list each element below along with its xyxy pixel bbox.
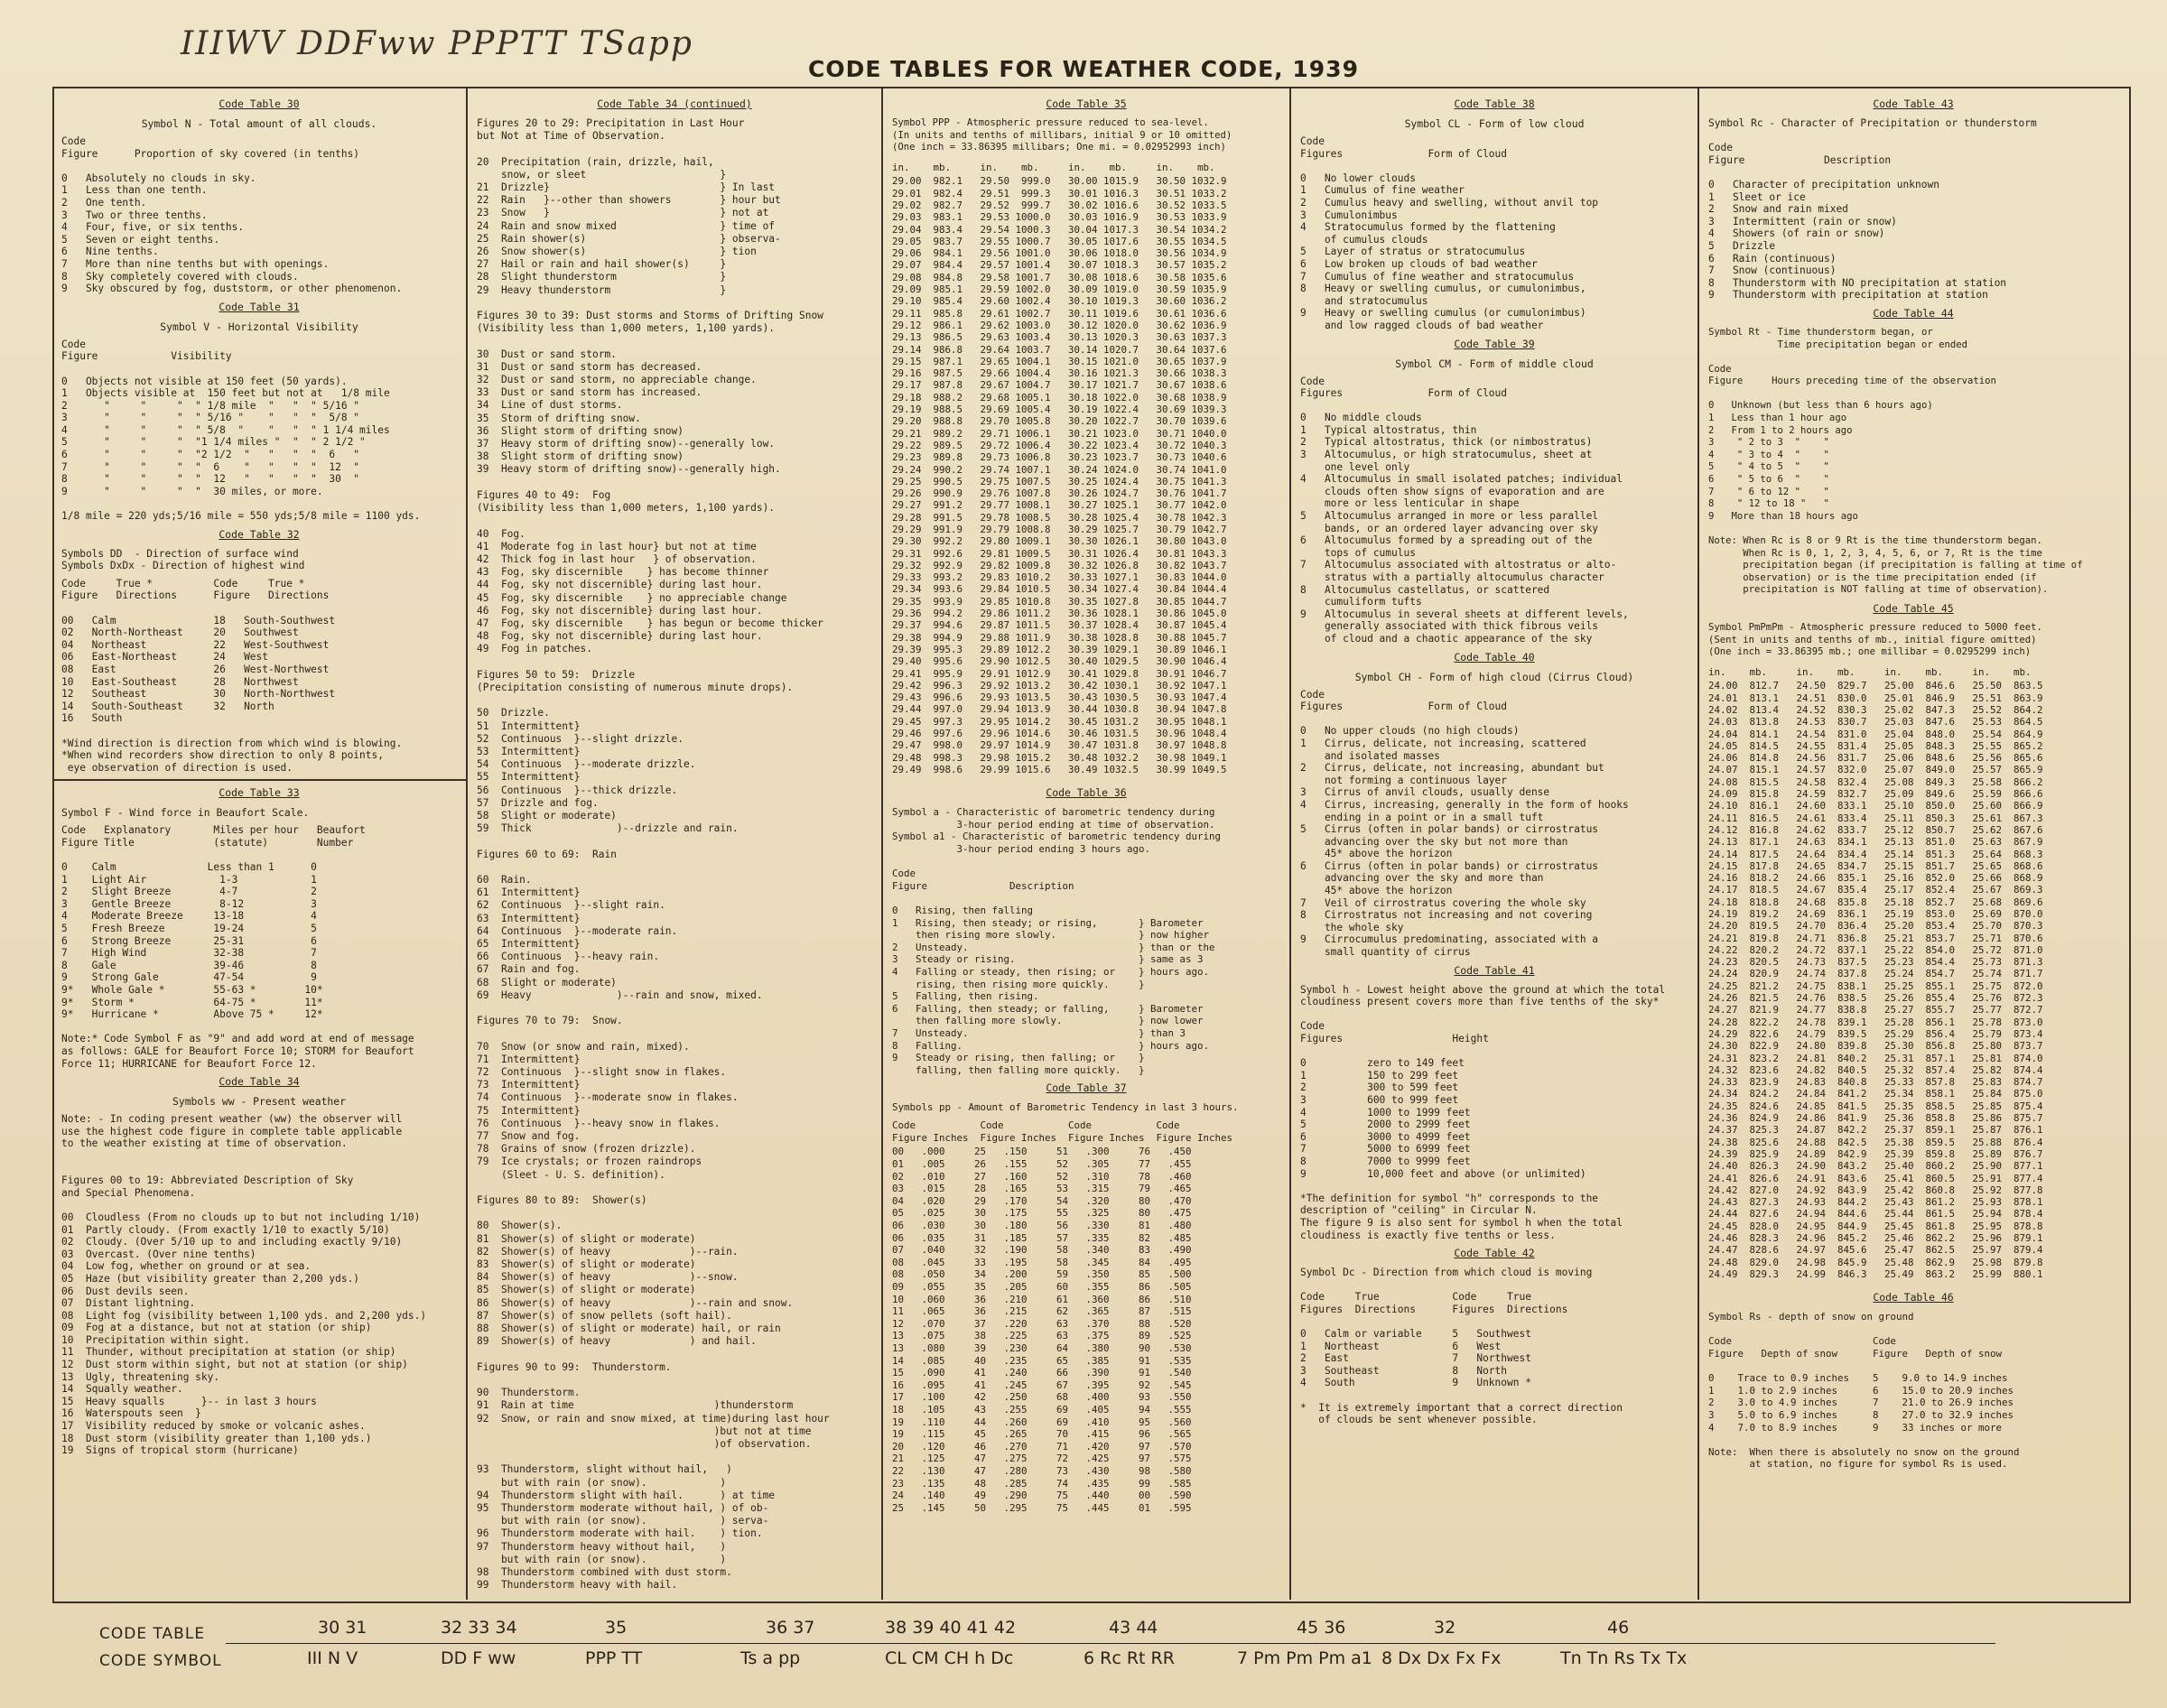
table-row: 29.16 987.5 29.66 1004.4 30.16 1021.3 30.66 1038.3	[892, 367, 1227, 380]
table-row: 24.48 829.0 24.98 845.9 25.48 862.9 25.98 879.8	[1708, 1256, 2043, 1268]
footer-symbol: 6 Rc Rt RR	[1084, 1648, 1175, 1668]
code-table-35-rows	[892, 175, 1280, 781]
code-table-31-body: Code Figure Visibility 0 Objects not visible at 150 feet (50 yards). 1 Objects visible at 150 feet but not at 1/8 mile 2 " " " " 1/8 mile " " " 5/16 " 3 " " " " 5/16 " " " " 5/8 " 4 " " " " 5/8 " " " " 1 1/4 miles 5 " " " "1 1/4 miles " " " 2 1/2 " 6 " " " "2 1/2 " " " " 6 " 7 " " " " 6 " " " " 12 " 8 " " " " 12 " " " " 30 " 9 " " " " 30 miles, or more. 1/8 mile = 220 yds;5/16 mile = 550 yds;5/8 mile = 1100 yds.	[61, 338, 421, 523]
table-row: 29.09 985.1 29.59 1002.0 30.09 1019.0 30.59 1035.9	[892, 283, 1227, 296]
footer-symbol: CL CM CH h Dc	[885, 1648, 1014, 1668]
table-row: 24.04 814.1 24.54 831.0 25.04 848.0 25.54 864.9	[1708, 728, 2043, 740]
divider	[52, 779, 466, 781]
page-title: CODE TABLES FOR WEATHER CODE, 1939	[808, 56, 1359, 82]
footer-table-number: 43 44	[1109, 1618, 1158, 1638]
code-table-33-body: Code Explanatory Miles per hour Beaufort Figure Title (statute) Number 0 Calm Less than 1 0 1 Light Air 1-3 1 2 Slight Breeze 4-7 2 3 Gentle Breeze 8-12 3 4 Moderate Breeze 13-18 4 5 Fresh Breeze 19-24 5 6 Strong Breeze 25-31 6 7 High Wind 32-38 7 8 Gale 39-46 8 9 Strong Gale 47-54 9 9* Whole Gale * 55-63 * 10* 9* Storm * 64-75 * 11* 9* Hurricane * Above 75 * 12* Note:* Code Symbol F as "9" and add word at end of message as follows: GALE for Beaufort Force 10; STORM for Beaufort Force 11; HURRICANE for Beaufort Force 12.	[61, 824, 414, 1070]
table-row: 24.35 824.6 24.85 841.5 25.35 858.5 25.85 875.4	[1708, 1100, 2043, 1112]
table-row: 29.11 985.8 29.61 1002.7 30.11 1019.6 30.61 1036.6	[892, 307, 1227, 320]
table-row: 24.14 817.5 24.64 834.4 25.14 851.3 25.64 868.3	[1708, 848, 2043, 860]
code-table-36-body: Symbol a - Characteristic of barometric tendency during 3-hour period ending at time of observation. Symbol a1 - Characteristic of barometric tendency during 3-hour period ending 3 hours ago. Code Figure Description 0 Rising, then falling 1 Rising, then steady; or rising, } Barometer then rising more slowly. } now higher 2 Unsteady. } than or the 3 Steady or rising. } same as 3 4 Falling or steady, then rising; or } hours ago. rising, then rising more quickly. } 5 Falling, then rising. 6 Falling, then steady; or falling, } Barometer then falling more slowly. } now lower 7 Unsteady. } than 3 8 Falling. } hours ago. 9 Steady or rising, then falling; or } falling, then falling more quickly. }	[892, 806, 1222, 1076]
table-row: 25 .145 50 .295 75 .445 01 .595	[892, 1501, 1192, 1514]
table-row: 24.18 818.8 24.68 835.8 25.18 852.7 25.68 869.6	[1708, 896, 2043, 908]
table-row: 29.42 996.3 29.92 1013.2 30.42 1030.1 30.92 1047.1	[892, 679, 1227, 692]
code-table-40-body: Code Figures Form of Cloud 0 No upper clouds (no high clouds) 1 Cirrus, delicate, not increasing, scattered and isolated masses 2 Cirrus, delicate, not increasing, abundant but not forming a continuous layer 3 Cirrus of anvil clouds, usually dense 4 Cirrus, increasing, generally in the form of hooks ending in a point or in a small tuft 5 Cirrus (often in polar bands) or cirrostratus advancing over the sky but not more than 45* above the horizon 6 Cirrus (often in polar bands) or cirrostratus advancing over the sky and more than 45* above the horizon 7 Veil of cirrostratus covering the whole sky 8 Cirrostratus not increasing and not covering the whole sky 9 Cirrocumulus predominating, associated with a small quantity of cirrus	[1300, 688, 1629, 959]
table-row: 29.08 984.8 29.58 1001.7 30.08 1018.6 30.58 1035.6	[892, 271, 1227, 283]
footer-rule	[226, 1643, 1995, 1644]
code-table-30-symbol: Symbol N - Total amount of all clouds.	[141, 117, 377, 130]
column-3	[881, 87, 1289, 1600]
column-2	[466, 87, 881, 1600]
code-table-34-continued-title: Code Table 34 (continued)	[597, 97, 752, 110]
table-row: 29.49 998.6 29.99 1015.6 30.49 1032.5 30.99 1049.5	[892, 763, 1227, 775]
code-table-38-symbol: Symbol CL - Form of low cloud	[1404, 117, 1585, 130]
table-row: 12 .070 37 .220 63 .370 88 .520	[892, 1317, 1192, 1330]
table-row: 24.38 825.6 24.88 842.5 25.38 859.5 25.88 876.4	[1708, 1136, 2043, 1148]
code-table-38-body: Code Figures Form of Cloud 0 No lower clouds 1 Cumulus of fine weather 2 Cumulus heavy and swelling, without anvil top 3 Cumulonimbus 4 Stratocumulus formed by the flattening of cumulus clouds 5 Layer of stratus or stratocumulus 6 Low broken up clouds of bad weather 7 Cumulus of fine weather and stratocumulus 8 Heavy or swelling cumulus, or cumulonimbus, and stratocumulus 9 Heavy or swelling cumulus (or cumulonimbus) and low ragged clouds of bad weather	[1300, 135, 1599, 331]
footer-key	[90, 1616, 2077, 1706]
table-row: 24.20 819.5 24.70 836.4 25.20 853.4 25.70 870.3	[1708, 920, 2043, 933]
table-row: 29.14 986.8 29.64 1003.7 30.14 1020.7 30.64 1037.6	[892, 343, 1227, 356]
table-row: 24.32 823.6 24.82 840.5 25.32 857.4 25.82 874.4	[1708, 1063, 2043, 1076]
table-row: 08 .045 33 .195 58 .345 84 .495	[892, 1256, 1192, 1268]
footer-symbol: PPP TT	[585, 1648, 643, 1668]
table-row: 29.20 988.8 29.70 1005.8 30.20 1022.7 30.70 1039.6	[892, 415, 1227, 428]
code-table-42-body: Symbol Dc - Direction from which cloud is moving Code True Code True Figures Directions Figures Directions 0 Calm or variable 5 Southwest 1 Northeast 6 West 2 East 7 Northwest 3 Southeast 8 North 4 South 9 Unknown * * It is extremely important that a correct direction of clouds be sent whenever possible.	[1300, 1267, 1623, 1426]
table-row: 29.25 990.5 29.75 1007.5 30.25 1024.4 30.75 1041.3	[892, 475, 1227, 487]
table-row: 29.38 994.9 29.88 1011.9 30.38 1028.8 30.88 1045.7	[892, 631, 1227, 644]
table-row: 07 .040 32 .190 58 .340 83 .490	[892, 1244, 1192, 1257]
table-row: 14 .085 40 .235 65 .385 91 .535	[892, 1354, 1192, 1367]
table-row: 29.32 992.9 29.82 1009.8 30.32 1026.8 30.82 1043.7	[892, 559, 1227, 571]
table-row: 29.31 992.6 29.81 1009.5 30.31 1026.4 30.81 1043.3	[892, 547, 1227, 560]
table-row: 11 .065 36 .215 62 .365 87 .515	[892, 1305, 1192, 1318]
table-row: 01 .005 26 .155 52 .305 77 .455	[892, 1158, 1192, 1171]
footer-symbol: DD F ww	[441, 1648, 516, 1668]
table-row: 29.05 983.7 29.55 1000.7 30.05 1017.6 30.55 1034.5	[892, 235, 1227, 247]
table-row: 24.22 820.2 24.72 837.1 25.22 854.0 25.72 871.0	[1708, 943, 2043, 956]
table-row: 29.01 982.4 29.51 999.3 30.01 1016.3 30.51 1033.2	[892, 187, 1227, 200]
code-table-46-body: Symbol Rs - depth of snow on ground Code Code Figure Depth of snow Figure Depth of snow 0 Trace to 0.9 inches 5 9.0 to 14.9 inches 1 1.0 to 2.9 inches 6 15.0 to 20.9 inches 2 3.0 to 4.9 inches 7 21.0 to 26.9 inches 3 5.0 to 6.9 inches 8 27.0 to 32.9 inches 4 7.0 to 8.9 inches 9 33 inches or more Note: When there is absolutely no snow on the ground at station, no figure for symbol Rs is used.	[1708, 1311, 2020, 1471]
table-row: 24.19 819.2 24.69 836.1 25.19 853.0 25.69 870.0	[1708, 907, 2043, 920]
table-row: 29.03 983.1 29.53 1000.0 30.03 1016.9 30.53 1033.9	[892, 211, 1227, 224]
table-row: 24.17 818.5 24.67 835.4 25.17 852.4 25.67 869.3	[1708, 884, 2043, 896]
footer-table-number: 30 31	[318, 1618, 367, 1638]
table-row: 13 .075 38 .225 63 .375 89 .525	[892, 1330, 1192, 1342]
code-table-32-symbol: Symbols DD - Direction of surface wind Symbols DxDx - Direction of highest wind	[61, 547, 305, 572]
table-row: 24.46 828.3 24.96 845.2 25.46 862.2 25.96 879.1	[1708, 1232, 2043, 1244]
table-row: 29.13 986.5 29.63 1003.4 30.13 1020.3 30.63 1037.3	[892, 331, 1227, 344]
table-row: 29.17 987.8 29.67 1004.7 30.17 1021.7 30.67 1038.6	[892, 379, 1227, 392]
footer-table-number: 46	[1607, 1618, 1630, 1638]
code-table-31-title: Code Table 31	[219, 300, 300, 313]
code-table-30-body: Code Figure Proportion of sky covered (in tenths) 0 Absolutely no clouds in sky. 1 Less than one tenth. 2 One tenth. 3 Two or three tenths. 4 Four, five, or six tenths. 5 Seven or eight tenths. 6 Nine tenths. 7 More than nine tenths but with openings. 8 Sky completely covered with clouds. 9 Sky obscured by fog, duststorm, or other phenomenon.	[61, 135, 403, 295]
table-row: 24.37 825.3 24.87 842.2 25.37 859.1 25.87 876.1	[1708, 1124, 2043, 1137]
table-row: 29.47 998.0 29.97 1014.9 30.47 1031.8 30.97 1048.8	[892, 739, 1227, 752]
table-row: 24.45 828.0 24.95 844.9 25.45 861.8 25.95 878.8	[1708, 1220, 2043, 1232]
table-row: 29.33 993.2 29.83 1010.2 30.33 1027.1 30.83 1044.0	[892, 571, 1227, 584]
table-row: 29.19 988.5 29.69 1005.4 30.19 1022.4 30.69 1039.3	[892, 404, 1227, 416]
table-row: 29.23 989.8 29.73 1006.8 30.23 1023.7 30.73 1040.6	[892, 451, 1227, 464]
table-row: 24.12 816.8 24.62 833.7 25.12 850.7 25.62 867.6	[1708, 823, 2043, 836]
table-row: 24.49 829.3 24.99 846.3 25.49 863.2 25.99 880.1	[1708, 1267, 2043, 1280]
table-row: 24.13 817.1 24.63 834.1 25.13 851.0 25.63 867.9	[1708, 836, 2043, 849]
code-table-33-title: Code Table 33	[219, 786, 300, 800]
table-row: 24.29 822.6 24.79 839.5 25.29 856.4 25.79 873.4	[1708, 1027, 2043, 1040]
column-1	[52, 87, 466, 1600]
table-row: 24.28 822.2 24.78 839.1 25.28 856.1 25.78 873.0	[1708, 1016, 2043, 1028]
table-row: 24.31 823.2 24.81 840.2 25.31 857.1 25.81 874.0	[1708, 1052, 2043, 1064]
code-table-37-rows	[892, 1146, 1280, 1519]
table-row: 24.01 813.1 24.51 830.0 25.01 846.9 25.51 863.9	[1708, 692, 2043, 704]
table-row: 29.44 997.0 29.94 1013.9 30.44 1030.8 30.94 1047.8	[892, 703, 1227, 716]
table-row: 29.34 993.6 29.84 1010.5 30.34 1027.4 30.84 1044.4	[892, 583, 1227, 596]
table-row: 05 .025 30 .175 55 .325 80 .475	[892, 1207, 1192, 1220]
table-row: 04 .020 29 .170 54 .320 80 .470	[892, 1194, 1192, 1207]
code-table-38-title: Code Table 38	[1454, 97, 1535, 110]
table-row: 24.08 815.5 24.58 832.4 25.08 849.3 25.58 866.2	[1708, 775, 2043, 788]
code-table-45-title: Code Table 45	[1873, 601, 1954, 615]
table-row: 24.05 814.5 24.55 831.4 25.05 848.3 25.55 865.2	[1708, 739, 2043, 752]
code-table-39-title: Code Table 39	[1454, 337, 1535, 350]
table-row: 29.06 984.1 29.56 1001.0 30.06 1018.0 30.56 1034.9	[892, 247, 1227, 260]
table-row: 24.30 822.9 24.80 839.8 25.30 856.8 25.80 873.7	[1708, 1040, 2043, 1053]
table-row: 19 .115 45 .265 70 .415 96 .565	[892, 1428, 1192, 1441]
code-table-46-title: Code Table 46	[1873, 1291, 1954, 1304]
table-row: 00 .000 25 .150 51 .300 76 .450	[892, 1146, 1192, 1158]
table-row: 24.24 820.9 24.74 837.8 25.24 854.7 25.74 871.7	[1708, 968, 2043, 980]
table-row: 24.40 826.3 24.90 843.2 25.40 860.2 25.90 877.1	[1708, 1160, 2043, 1173]
table-row: 29.37 994.6 29.87 1011.5 30.37 1028.4 30.87 1045.4	[892, 619, 1227, 632]
code-table-37-header: Code Code Code Code Figure Inches Figure Inches Figure Inches Figure Inches	[892, 1119, 1233, 1144]
table-row: 15 .090 41 .240 66 .390 91 .540	[892, 1367, 1192, 1379]
table-row: 29.46 997.6 29.96 1014.6 30.46 1031.5 30.96 1048.4	[892, 728, 1227, 740]
code-table-32-title: Code Table 32	[219, 527, 300, 541]
code-table-34-body: Note: - In coding present weather (ww) the observer will use the highest code figure in complete table applicable to the weather existing at time of observation. Figures 00 to 19: Abbreviated Description of Sky and Special Phenomena. 00 Cloudless (From no clouds up to but not including 1/10) 01 Partly cloudy. (From exactly 1/10 to exactly 5/10) 02 Cloudy. (Over 5/10 up to and including exactly 9/10) 03 Overcast. (Over nine tenths) 04 Low fog, whether on ground or at sea. 05 Haze (but visibility greater than 2,200 yds.) 06 Dust devils seen. 07 Distant lightning. 08 Light fog (visibility between 1,100 yds. and 2,200 yds.) 09 Fog at a distance, but not at station (or ship) 10 Precipitation within sight. 11 Thunder, without precipitation at station (or ship) 12 Dust storm within sight, but not at station (or ship) 13 Ugly, threatening sky. 14 Squally weather. 15 Heavy squalls }-- in last 3 hours 16 Waterspouts seen } 17 Visibility reduced by smoke or volcanic ashes. 18 Dust storm (visibility greater than 1,100 yds.) 19 Signs of tropical storm (hurricane)	[61, 1113, 427, 1457]
code-table-35-header: in. mb. in. mb. in. mb. in. mb.	[892, 161, 1215, 173]
table-row: 29.21 989.2 29.71 1006.1 30.21 1023.0 30.71 1040.0	[892, 427, 1227, 440]
table-row: 24.36 824.9 24.86 841.9 25.36 858.8 25.86 875.7	[1708, 1112, 2043, 1125]
code-table-37-symbol: Symbols pp - Amount of Barometric Tendency in last 3 hours.	[892, 1101, 1239, 1114]
code-table-33-symbol: Symbol F - Wind force in Beaufort Scale.	[61, 806, 310, 820]
footer-symbol: Tn Tn Rs Tx Tx	[1560, 1648, 1688, 1668]
footer-table-number: 35	[605, 1618, 628, 1638]
code-table-32-body: Code True * Code True * Figure Directions Figure Directions 00 Calm 18 South-Southwest 02 North-Northeast 20 Southwest 04 Northeast 22 West-Southwest 06 East-Northeast 24 West 08 East 26 West-Northwest 10 East-Southeast 28 Northwest 12 Southeast 30 North-Northwest 14 South-Southeast 32 North 16 South *Wind direction is direction from which wind is blowing. *When wind recorders show direction to only 8 points, eye observation of direction is used.	[61, 577, 403, 774]
table-row: 29.18 988.2 29.68 1005.1 30.18 1022.0 30.68 1038.9	[892, 391, 1227, 404]
footer-symbol: III N V	[307, 1648, 358, 1668]
table-row: 08 .050 34 .200 59 .350 85 .500	[892, 1268, 1192, 1281]
table-row: 06 .030 30 .180 56 .330 81 .480	[892, 1220, 1192, 1232]
code-table-36-title: Code Table 36	[1046, 786, 1127, 800]
table-row: 24.25 821.2 24.75 838.1 25.25 855.1 25.75 872.0	[1708, 979, 2043, 992]
table-row: 29.26 990.9 29.76 1007.8 30.26 1024.7 30.76 1041.7	[892, 487, 1227, 500]
table-row: 29.29 991.9 29.79 1008.8 30.29 1025.7 30.79 1042.7	[892, 523, 1227, 535]
table-row: 24.27 821.9 24.77 838.8 25.27 855.7 25.77 872.7	[1708, 1004, 2043, 1016]
table-row: 29.07 984.4 29.57 1001.4 30.07 1018.3 30.57 1035.2	[892, 259, 1227, 272]
footer-symbol: Ts a pp	[740, 1648, 801, 1668]
table-row: 24.26 821.5 24.76 838.5 25.26 855.4 25.76 872.3	[1708, 992, 2043, 1005]
code-table-44-title: Code Table 44	[1873, 306, 1954, 320]
code-table-39-symbol: Symbol CM - Form of middle cloud	[1395, 357, 1594, 370]
column-5	[1697, 87, 2127, 1600]
table-row: 24.02 813.4 24.52 830.3 25.02 847.3 25.52 864.2	[1708, 703, 2043, 716]
code-table-34-continued-body: Figures 20 to 29: Precipitation in Last Hour but Not at Time of Observation. 20 Precipitation (rain, drizzle, hail, snow, or sleet } 21 Drizzle} } In last 22 Rain }--other than showers } hour but 23 Snow } } not at 24 Rain and snow mixed } time of 25 Rain shower(s) } observa- 26 Snow shower(s) } tion 27 Hail or rain and hail shower(s) } 28 Slight thunderstorm } 29 Heavy thunderstorm } Figures 30 to 39: Dust storms and Storms of Drifting Snow (Visibility less than 1,000 meters, 1,100 yards). 30 Dust or sand storm. 31 Dust or sand storm has decreased. 32 Dust or sand storm, no appreciable change. 33 Dust or sand storm has increased. 34 Line of dust storms. 35 Storm of drifting snow. 36 Slight storm of drifting snow) 37 Heavy storm of drifting snow)--generally low. 38 Slight storm of drifting snow) 39 Heavy storm of drifting snow)--generally high. Figures 40 to 49: Fog (Visibility less than 1,000 meters, 1,100 yards). 40 Fog. 41 Moderate fog in last hour} but not at time 42 Thick fog in last hour } of observation. 43 Fog, sky discernible } has become thinner 44 Fog, sky not discernible} during last hour. 45 Fog, sky discernible } no appreciable change 46 Fog, sky not discernible} during last hour. 47 Fog, sky discernible } has begun or become thicker 48 Fog, sky not discernible} during last hour. 49 Fog in patches. Figures 50 to 59: Drizzle (Precipitation consisting of numerous minute drops). 50 Drizzle. 51 Intermittent} 52 Continuous }--slight drizzle. 53 Intermittent} 54 Continuous }--moderate drizzle. 55 Intermittent} 56 Continuous }--thick drizzle. 57 Drizzle and fog. 58 Slight or moderate) 59 Thick )--drizzle and rain. Figures 60 to 69: Rain 60 Rain. 61 Intermittent} 62 Continuous }--slight rain. 63 Intermittent} 64 Continuous }--moderate rain. 65 Intermittent} 66 Continuous }--heavy rain. 67 Rain and fog. 68 Slight or moderate) 69 Heavy )--rain and snow, mixed. Figures 70 to 79: Snow. 70 Snow (or snow and rain, mixed). 71 Intermittent} 72 Continuous }--slight snow in flakes. 73 Intermittent} 74 Continuous }--moderate snow in flakes. 75 Intermittent} 76 Continuous }--heavy snow in flakes. 77 Snow and fog. 78 Grains of snow (frozen drizzle). 79 Ice crystals; or frozen raindrops (Sleet - U. S. definition). Figures 80 to 89: Shower(s) 80 Shower(s). 81 Shower(s) of slight or moderate) 82 Shower(s) of heavy )--rain. 83 Shower(s) of slight or moderate) 84 Shower(s) of heavy )--snow. 85 Shower(s) of slight or moderate) 86 Shower(s) of heavy )--rain and snow. 87 Shower(s) of snow pellets (soft hail). 88 Shower(s) of slight or moderate) hail, or rain 89 Shower(s) of heavy ) and hail. Figures 90 to 99: Thunderstorm. 90 Thunderstorm. 91 Rain at time )thunderstorm 92 Snow, or rain and snow mixed, at time)during last hour )but not at time )of observation. 93 Thunderstorm, slight without hail, ) but with rain (or snow). ) 94 Thunderstorm slight with hail. ) at time 95 Thunderstorm moderate without hail, ) of ob- but with rain (or snow). ) serva- 96 Thunderstorm moderate with hail. ) tion. 97 Thunderstorm heavy without hail, ) but with rain (or snow). ) 98 Thunderstorm combined with dust storm. 99 Thunderstorm heavy with hail.	[477, 117, 830, 1592]
code-table-30-title: Code Table 30	[219, 97, 300, 110]
code-table-34-symbol: Symbols ww - Present weather	[172, 1095, 347, 1109]
spacer	[1708, 1280, 2118, 1286]
table-row: 18 .105 43 .255 69 .405 94 .555	[892, 1403, 1192, 1416]
table-row: 29.00 982.1 29.50 999.0 30.00 1015.9 30.50 1032.9	[892, 175, 1227, 188]
table-row: 03 .015 28 .165 53 .315 79 .465	[892, 1183, 1192, 1195]
table-row: 24.21 819.8 24.71 836.8 25.21 853.7 25.71 870.6	[1708, 932, 2043, 944]
table-row: 29.45 997.3 29.95 1014.2 30.45 1031.2 30.95 1048.1	[892, 715, 1227, 728]
table-row: 24.34 824.2 24.84 841.2 25.34 858.1 25.84 875.0	[1708, 1088, 2043, 1100]
table-row: 29.35 993.9 29.85 1010.8 30.35 1027.8 30.85 1044.7	[892, 595, 1227, 608]
code-table-44-body: Symbol Rt - Time thunderstorm began, or Time precipitation began or ended Code Figure Hours preceding time of the observation 0 Unknown (but less than 6 hours ago) 1 Less than 1 hour ago 2 From 1 to 2 hours ago 3 " 2 to 3 " " 4 " 3 to 4 " " 5 " 4 to 5 " " 6 " 5 to 6 " " 7 " 6 to 12 " " 8 " 12 to 18 " " 9 More than 18 hours ago Note: When Rc is 8 or 9 Rt is the time thunderstorm began. When Rc is 0, 1, 2, 3, 4, 5, 6, or 7, Rt is the time precipitation began (if precipitation is falling at time of observation) or is the time precipitation ended (if precipitation is NOT falling at time of observation).	[1708, 326, 2083, 596]
table-row: 29.10 985.4 29.60 1002.4 30.10 1019.3 30.60 1036.2	[892, 295, 1227, 308]
code-table-37-title: Code Table 37	[1046, 1081, 1127, 1095]
table-row: 29.04 983.4 29.54 1000.3 30.04 1017.3 30.54 1034.2	[892, 223, 1227, 236]
code-table-35-symbol: Symbol PPP - Atmospheric pressure reduced to sea-level. (In units and tenths of millibars, initial 9 or 10 omitted) (One inch = 33.86395 millibars; One mi. = 0.02952993 inch)	[892, 117, 1232, 153]
table-row: 22 .130 47 .280 73 .430 98 .580	[892, 1464, 1192, 1477]
table-row: 29.30 992.2 29.80 1009.1 30.30 1026.1 30.80 1043.0	[892, 535, 1227, 548]
table-row: 24.33 823.9 24.83 840.8 25.33 857.8 25.83 874.7	[1708, 1076, 2043, 1089]
code-table-40-title: Code Table 40	[1454, 650, 1535, 664]
footer-table-number: 45 36	[1297, 1618, 1346, 1638]
table-row: 13 .080 39 .230 64 .380 90 .530	[892, 1341, 1192, 1354]
table-row: 09 .055 35 .205 60 .355 86 .505	[892, 1281, 1192, 1293]
table-row: 29.39 995.3 29.89 1012.2 30.39 1029.1 30.89 1046.1	[892, 643, 1227, 655]
table-row: 23 .135 48 .285 74 .435 99 .585	[892, 1477, 1192, 1490]
table-row: 24.03 813.8 24.53 830.7 25.03 847.6 25.53 864.5	[1708, 716, 2043, 729]
table-row: 29.15 987.1 29.65 1004.1 30.15 1021.0 30.65 1037.9	[892, 355, 1227, 367]
code-table-39-body: Code Figures Form of Cloud 0 No middle clouds 1 Typical altostratus, thin 2 Typical altostratus, thick (or nimbostratus) 3 Altocumulus, or high stratocumulus, sheet at one level only 4 Altocumulus in small isolated patches; individual clouds often show signs of evaporation and are more or less lenticular in shape 5 Altocumulus arranged in more or less parallel bands, or an ordered layer advancing over sky 6 Altocumulus formed by a spreading out of the tops of cumulus 7 Altocumulus associated with altostratus or alto- stratus with a partially altocumulus character 8 Altocumulus castellatus, or scattered cumuliform tufts 9 Altocumulus in several sheets at different levels, generally associated with thick fibrous veils of cloud and a chaotic appearance of the sky	[1300, 375, 1629, 645]
table-row: 24.16 818.2 24.66 835.1 25.16 852.0 25.66 868.9	[1708, 872, 2043, 885]
table-row: 21 .125 47 .275 72 .425 97 .575	[892, 1453, 1192, 1465]
table-row: 24.00 812.7 24.50 829.7 25.00 846.6 25.50 863.5	[1708, 680, 2043, 692]
code-table-34-title: Code Table 34	[219, 1075, 300, 1089]
table-row: 29.36 994.2 29.86 1011.2 30.36 1028.1 30.86 1045.0	[892, 608, 1227, 620]
table-row: 24.11 816.5 24.61 833.4 25.11 850.3 25.61 867.3	[1708, 812, 2043, 824]
table-row: 29.02 982.7 29.52 999.7 30.02 1016.6 30.52 1033.5	[892, 199, 1227, 211]
table-row: 02 .010 27 .160 52 .310 78 .460	[892, 1170, 1192, 1183]
spacer	[892, 1514, 1280, 1519]
footer-table-number: 36 37	[766, 1618, 815, 1638]
table-row: 24.07 815.1 24.57 832.0 25.07 849.0 25.57 865.9	[1708, 764, 2043, 776]
table-row: 24.10 816.1 24.60 833.1 25.10 850.0 25.60 866.9	[1708, 800, 2043, 812]
handwritten-annotation: IIIWV DDFww PPPTT TSapp	[181, 25, 693, 62]
code-table-35-title: Code Table 35	[1046, 97, 1127, 110]
code-table-45-header: in. mb. in. mb. in. mb. in. mb.	[1708, 665, 2032, 678]
spacer	[892, 775, 1280, 781]
table-row: 29.40 995.6 29.90 1012.5 30.40 1029.5 30.90 1046.4	[892, 655, 1227, 668]
code-table-43-body: Symbol Rc - Character of Precipitation or thunderstorm Code Figure Description 0 Character of precipitation unknown 1 Sleet or ice 2 Snow and rain mixed 3 Intermittent (rain or snow) 4 Showers (of rain or snow) 5 Drizzle 6 Rain (continuous) 7 Snow (continuous) 8 Thunderstorm with NO precipitation at station 9 Thunderstorm with precipitation at station	[1708, 117, 2037, 302]
table-row: 19 .110 44 .260 69 .410 95 .560	[892, 1416, 1192, 1428]
code-table-42-title: Code Table 42	[1454, 1247, 1535, 1260]
code-table-31-symbol: Symbol V - Horizontal Visibility	[160, 320, 358, 333]
footer-table-number: 32	[1434, 1618, 1456, 1638]
footer-code-symbol-label: CODE SYMBOL	[99, 1652, 222, 1670]
table-row: 29.12 986.1 29.62 1003.0 30.12 1020.0 30.62 1036.9	[892, 319, 1227, 331]
table-row: 24.06 814.8 24.56 831.7 25.06 848.6 25.56 865.6	[1708, 752, 2043, 765]
code-table-43-title: Code Table 43	[1873, 97, 1954, 110]
table-row: 29.41 995.9 29.91 1012.9 30.41 1029.8 30.91 1046.7	[892, 667, 1227, 680]
table-row: 24.09 815.8 24.59 832.7 25.09 849.6 25.59 866.6	[1708, 788, 2043, 801]
table-row: 29.48 998.3 29.98 1015.2 30.48 1032.2 30.98 1049.1	[892, 751, 1227, 764]
column-4	[1289, 87, 1697, 1600]
code-table-40-symbol: Symbol CH - Form of high cloud (Cirrus Cloud)	[1354, 670, 1634, 683]
table-row: 29.24 990.2 29.74 1007.1 30.24 1024.0 30.74 1041.0	[892, 463, 1227, 476]
table-row: 06 .035 31 .185 57 .335 82 .485	[892, 1231, 1192, 1244]
table-row: 29.43 996.6 29.93 1013.5 30.43 1030.5 30.93 1047.4	[892, 692, 1227, 704]
footer-symbol: 7 Pm Pm Pm a1	[1237, 1648, 1372, 1668]
table-row: 17 .100 42 .250 68 .400 93 .550	[892, 1391, 1192, 1404]
table-row: 10 .060 36 .210 61 .360 86 .510	[892, 1293, 1192, 1305]
table-row: 24.39 825.9 24.89 842.9 25.39 859.8 25.89 876.7	[1708, 1147, 2043, 1160]
footer-symbol: 8 Dx Dx Fx Fx	[1381, 1648, 1502, 1668]
table-row: 24.23 820.5 24.73 837.5 25.23 854.4 25.73 871.3	[1708, 956, 2043, 969]
table-row: 24.41 826.6 24.91 843.6 25.41 860.5 25.91 877.4	[1708, 1172, 2043, 1184]
table-row: 29.22 989.5 29.72 1006.4 30.22 1023.4 30.72 1040.3	[892, 439, 1227, 451]
code-table-41-body: Symbol h - Lowest height above the ground at which the total cloudiness present covers more than five tenths of the sky* Code Figures Height 0 zero to 149 feet 1 150 to 299 feet 2 300 to 599 feet 3 600 to 999 feet 4 1000 to 1999 feet 5 2000 to 2999 feet 6 3000 to 4999 feet 7 5000 to 6999 feet 8 7000 to 9999 feet 9 10,000 feet and above (or unlimited) *The definition for symbol "h" corresponds to the description of "ceiling" in Circular N. The figure 9 is also sent for symbol h when the total cloudiness is exactly five tenths or less.	[1300, 983, 1666, 1241]
table-row: 24.15 817.8 24.65 834.7 25.15 851.7 25.65 868.6	[1708, 859, 2043, 872]
code-table-41-title: Code Table 41	[1454, 963, 1535, 977]
footer-table-number: 38 39 40 41 42	[885, 1618, 1017, 1638]
table-row: 20 .120 46 .270 71 .420 97 .570	[892, 1440, 1192, 1453]
footer-table-number: 32 33 34	[441, 1618, 517, 1638]
table-row: 24 .140 49 .290 75 .440 00 .590	[892, 1490, 1192, 1502]
table-row: 24.43 827.3 24.93 844.2 25.43 861.2 25.93 878.1	[1708, 1196, 2043, 1209]
table-row: 24.44 827.6 24.94 844.6 25.44 861.5 25.94 878.4	[1708, 1208, 2043, 1221]
table-row: 16 .095 41 .245 67 .395 92 .545	[892, 1378, 1192, 1391]
code-table-45-rows	[1708, 680, 2118, 1286]
footer-code-table-label: CODE TABLE	[99, 1625, 206, 1643]
code-table-45-symbol: Symbol PmPmPm - Atmospheric pressure reduced to 5000 feet. (Sent in units and tenths of mb., initial figure omitted) (One inch = 33.86395 mb.; one millibar = 0.0295299 inch)	[1708, 621, 2042, 658]
table-row: 29.28 991.5 29.78 1008.5 30.28 1025.4 30.78 1042.3	[892, 511, 1227, 524]
table-row: 24.42 827.0 24.92 843.9 25.42 860.8 25.92 877.8	[1708, 1184, 2043, 1196]
table-row: 29.27 991.2 29.77 1008.1 30.27 1025.1 30.77 1042.0	[892, 499, 1227, 512]
table-row: 24.47 828.6 24.97 845.6 25.47 862.5 25.97 879.4	[1708, 1244, 2043, 1257]
